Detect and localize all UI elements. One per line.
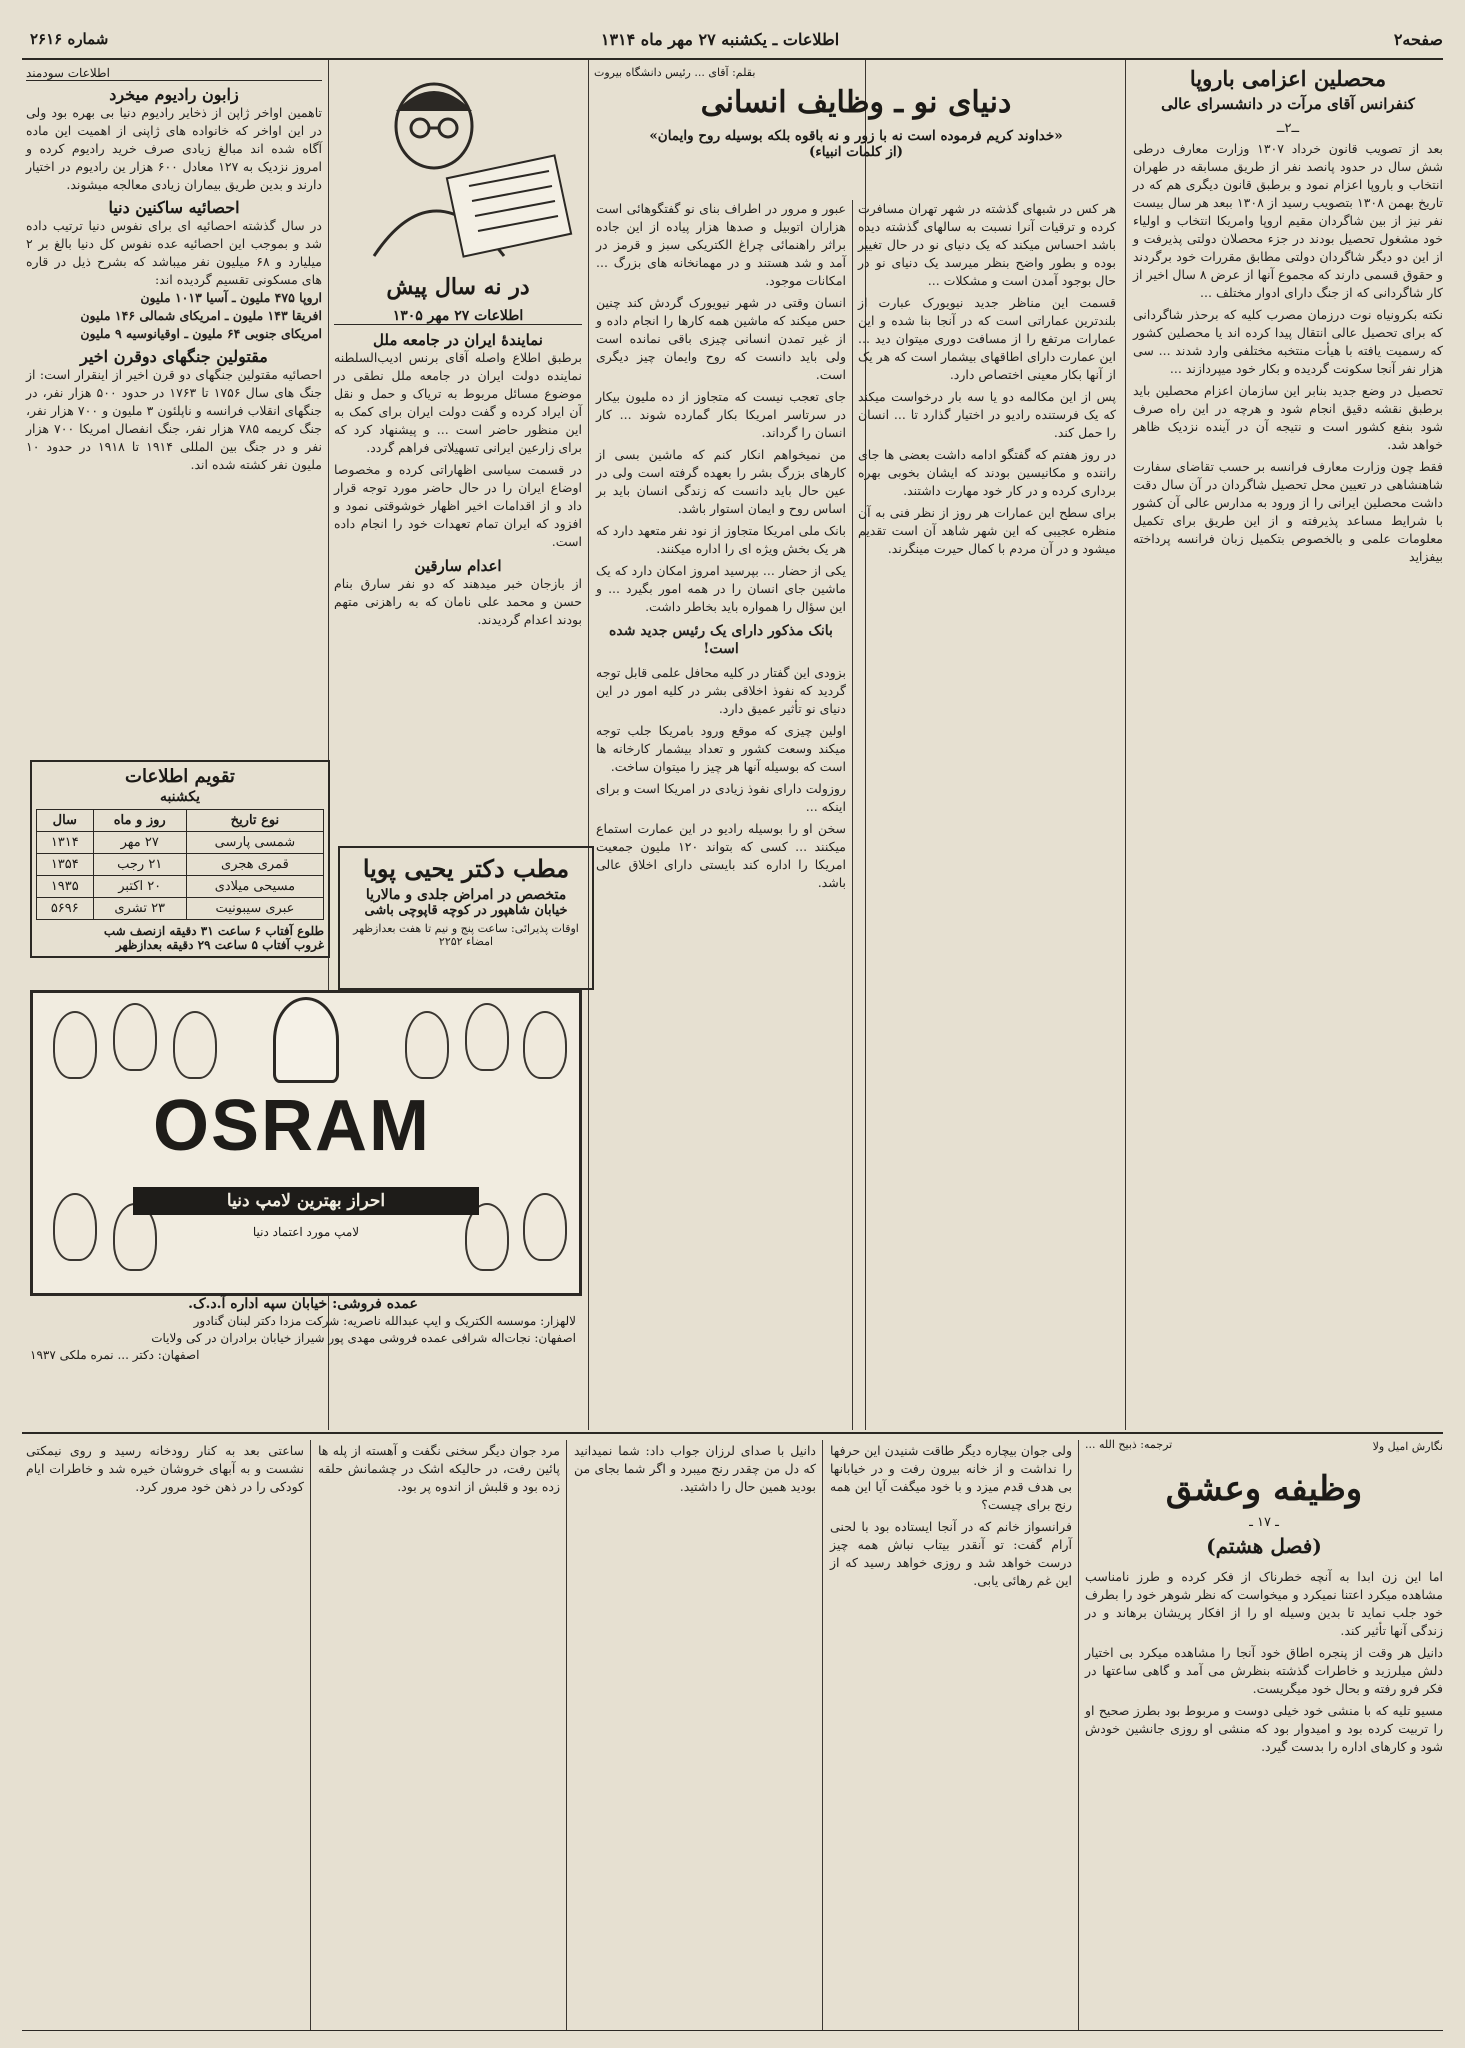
- paragraph: نکته بکرونیاه نوت درزمان مصرب کلیه که برحذر شاگردانی که برای تحصیل عالی انتقال پیدا کرده اند یا محصلین کشور که رسمیت یافته با هیأت منتخبه مختلفی وارد شدند ... سی هزار نفر آنجا سکونت گردیده و بکار خود میپردازند ...: [1133, 307, 1443, 376]
- table-cell: ۱۹۳۵: [37, 876, 94, 898]
- table-cell: ۲۱ رجب: [93, 854, 186, 876]
- nine-years-ago-section: [334, 66, 582, 629]
- doctor-advertisement: [338, 846, 594, 990]
- bulb-icon: [405, 1011, 449, 1079]
- paragraph: پس از این مکالمه دو یا سه بار درخواست میکند که یک فرستنده رادیو در اختیار گذارد تا ... انسان را حمل کند.: [858, 389, 1116, 440]
- column-header: سال: [37, 810, 94, 832]
- section-body: در سال گذشته احصائیه ای برای نفوس دنیا ترتیب داده شد و بموجب این احصائیه عده نفوس کل دنیا بالغ بر ۲ میلیارد و ۶۸ میلیون نفر میباشد که بشرح ذیل در قاره های مسکونی تقسیم گردیده اند:: [26, 218, 322, 287]
- serial-column: [26, 1442, 304, 1500]
- article-subtitle: کنفرانس آقای مرآت در دانشسرای عالی: [1161, 95, 1415, 113]
- table-row: [37, 854, 324, 876]
- serial-chapter: (فصل هشتم): [1206, 1534, 1322, 1558]
- article-title: دنیای نو ـ وظایف انسانی: [700, 85, 1012, 120]
- section-title: مقتولین جنگهای دوقرن اخیر: [80, 347, 268, 366]
- serial-column: [574, 1442, 816, 1500]
- table-row: [37, 898, 324, 920]
- item-title: نمایندهٔ ایران در جامعه ملل: [373, 331, 543, 349]
- table-cell: ۲۰ اکتبر: [93, 876, 186, 898]
- article-new-world: [594, 66, 1118, 160]
- bulb-icon: [53, 1193, 97, 1261]
- ad-title: مطب دکتر یحیی پویا: [362, 854, 570, 883]
- bulb-icon: [523, 1193, 567, 1261]
- table-cell: شمسی پارسی: [186, 832, 323, 854]
- ad-specialty: متخصص در امراض جلدی و مالاریا: [365, 887, 567, 903]
- list-item: اروپا ۴۷۵ ملیون ـ آسیا ۱۰۱۳ ملیون: [140, 290, 322, 305]
- serial-translator: ترجمه: ذبیح الله ...: [1085, 1438, 1173, 1451]
- calendar-day: یکشنبه: [159, 789, 201, 805]
- reading-man-illustration: [334, 66, 582, 266]
- paragraph: سخن او را بوسیله رادیو در این عمارت استماع میکنند ... کسی که بتواند ۱۲۰ ملیون جمعیت امریکا را اداره کند بایستی دارای اخلاق عالی باشد.: [596, 821, 846, 890]
- calendar-box: [30, 760, 330, 958]
- item-title: اعدام سارقین: [414, 557, 502, 575]
- bulb-icon: [113, 1003, 157, 1071]
- column-divider: [588, 60, 589, 1430]
- table-cell: ۲۳ تشری: [93, 898, 186, 920]
- table-cell: ۱۳۵۴: [37, 854, 94, 876]
- paragraph: دانیل هر وقت از پنجره اطاق خود آنجا را مشاهده میکرد بی اختیار دلش میلرزید و خاطرات گذشته بنظرش می آمد و گاهی ساعتها در فکر فرو رفته و بحال خود میگریست.: [1085, 1645, 1443, 1696]
- list-item: امریکای جنوبی ۶۴ ملیون ـ اوقیانوسیه ۹ ملیون: [80, 326, 322, 341]
- osram-dealers: [30, 1296, 576, 1364]
- ad-slogan: لامپ مورد اعتماد دنیا: [252, 1225, 360, 1239]
- paragraph: اولین چیزی که موقع ورود بامریکا جلب توجه میکند وسعت کشور و تعداد بیشمار کارخانه ها است که بوسیله آنها هر چیز را میتوان ساخت.: [596, 723, 846, 774]
- paragraph: فقط چون وزارت معارف فرانسه بر حسب تقاضای سفارت شاهنشاهی در تعیین محل تحصیل شاگردان در آن سال دقت داشت محصلین ایرانی را از ورود به مدارس عالی آن کشور با شرایط مساعد پذیرفته و از این طریق برای تکمیل معلومات علمی و بالخصوص بتکمیل زبان فرانسه پرداخته بیفزاید: [1133, 459, 1443, 564]
- article-students-abroad: [1133, 66, 1443, 570]
- section-title: بانک مذکور دارای یک رئیس جدید شده است!: [609, 623, 833, 657]
- serial-author: نگارش امیل ولا: [1372, 1440, 1443, 1453]
- paragraph: روزولت دارای نفوذ زیادی در امریکا است و برای اینکه ...: [596, 781, 846, 814]
- column-header: نوع تاریخ: [186, 810, 323, 832]
- article-title: محصلین اعزامی باروپا: [1189, 66, 1387, 91]
- paragraph: برای سطح این عمارات هر روز از نظر فنی به آن منظره عجیبی که این شهر شاهد آن است تقدیم میشود و در آن مردم با کمال حیرت مینگرند.: [858, 505, 1116, 556]
- paragraph: ساعتی بعد به کنار رودخانه رسید و روی نیمکتی نشست و به آبهای خروشان خیره شد و خاطرات ایام کودکی را در ذهن خود مرور کرد.: [26, 1443, 304, 1494]
- paragraph: بعد از تصویب قانون خرداد ۱۳۰۷ وزارت معارف درطی شش سال در حدود پانصد نفر از طریق مسابقه در طهران انتخاب و باروپا اعزام نمود و برطبق قانون دیگری هم که در تاریخ بهمن ۱۳۰۸ بتصویب رسید از ۱۳۰۸ ببعد هر سال بیست نفر نیز از بین شاگردان مقیم اروپا وامریکا انتخاب و اولیاء خود مشغول تحصیل بودند در جزء محصلان دولتی پذیرفت و از این دو دیگر شاگردان دولتی مطابق مقررات خود برگردند و حقوق قسمی دارند که مجموع آنها از عرض ۸ سال اخیر از کار شاگردانی که از جنگ دارای ادوار مختلف ...: [1133, 141, 1443, 300]
- paper-date: اطلاعات ـ یکشنبه ۲۷ مهر ماه ۱۳۱۴: [600, 30, 840, 49]
- bottom-rule: [22, 2030, 1443, 2031]
- section-marker: ــ۲ــ: [1276, 121, 1300, 136]
- paragraph: تحصیل در وضع جدید بنابر این سازمان اعزام محصلین باید برطبق نقشه دقیق انجام شود و هرچه در این راه صرف شود بنفع کشور است و نتیجه آن در آینده نزدیک ظاهر خواهد شد.: [1133, 383, 1443, 452]
- paragraph: عبور و مرور در اطراف بنای نو گفتگوهائی است هزاران اتوبیل و صدها هزار پیاده از این جاده براثر راهنمائی چراغ الکتریکی سبز و قرمز در آمد و شد هستند و در مهمانخانه های بزرگ ... امکانات موجود.: [596, 201, 846, 288]
- paragraph: ولی جوان بیچاره دیگر طاقت شنیدن این حرفها را نداشت و از خانه بیرون رفت و در خیابانها بی هدف قدم میزد و با خود میگفت آیا این همه رنج برای چیست؟: [830, 1443, 1072, 1512]
- paragraph: بزودی این گفتار در کلیه محافل علمی قابل توجه گردید که نفوذ اخلاقی بشر در کلیه امور در این دنیای نو تأثیر عمیق دارد.: [596, 665, 846, 716]
- masthead-rule: [22, 58, 1443, 60]
- paragraph: فرانسواز خانم که در آنجا ایستاده بود با لحنی آرام گفت: تو آنقدر بیتاب نباش همه چیز درست خواهد شد و روزی خواهد رسید که از این غم رهائی یابی.: [830, 1519, 1072, 1588]
- item-body: از بازجان خبر میدهند که دو نفر سارق بنام حسن و محمد علی نامان که به راهزنی متهم بودند اعدام گردیدند.: [334, 576, 582, 627]
- section-body: تاهمین اواخر ژاپن از ذخایر رادیوم دنیا بی بهره بود ولی در این اواخر که خانواده های ژاپنی از اهمیت این ماده آگاه شده اند مبالغ زیادی صرف خرید رادیوم کرده و امروز نزدیک به ۱۲۷ معادل ۶۰۰ هزار ین رادیوم در اختیار دارند و بدین طریق بیماران زیادی معالجه میشوند.: [26, 105, 322, 192]
- paragraph: دانیل با صدای لرزان جواب داد: شما نمیدانید که دل من چقدر رنج میبرد و اگر شما بجای من بودید همین حال را داشتید.: [574, 1443, 816, 1494]
- paragraph: جای تعجب نیست که متجاوز از ده ملیون بیکار در سرتاسر امریکا بکار گمارده شوند ... کار انسان را گرداند.: [596, 389, 846, 440]
- list-item: افریقا ۱۴۳ ملیون ـ امریکای شمالی ۱۴۶ ملیون: [80, 308, 322, 323]
- section-subhead: اطلاعات ۲۷ مهر ۱۳۰۵: [334, 308, 582, 325]
- column-divider: [852, 200, 853, 1430]
- column-divider: [822, 1440, 823, 2030]
- item-body: در قسمت سیاسی اظهاراتی کرده و مخصوصا اوضاع ایران را در حال حاضر مورد توجه قرار داد و از اقدامات اخیر اظهار خوشوقتی نمود و افزود که ایران تمام تعهدات خود را انجام داده است.: [334, 462, 582, 549]
- column-divider: [1078, 1440, 1079, 2030]
- column-header: اطلاعات سودمند: [26, 66, 322, 81]
- bulb-icon: [53, 1011, 97, 1079]
- big-bulb-icon: [273, 997, 339, 1083]
- section-body: احصائیه مقتولین جنگهای دو قرن اخیر از اینقرار است: از جنگ های سال ۱۷۵۶ تا ۱۷۶۳ در حدود ۵۰۰ هزار نفر، در جنگهای انقلاب فرانسه و ناپلئون ۳ ملیون و ۷۰۰ هزار نفر، جنگ کریمه ۷۸۵ هزار نفر، جنگ انفصال امریکا ۷۰۰ هزار نفر و در جنگ بین المللی ۱۹۱۴ تا ۱۹۱۸ در حدود ۱۰ ملیون نفر کشته شده اند.: [26, 367, 323, 472]
- calendar-table: [36, 809, 324, 920]
- article-quote: «خداوند کریم فرموده است نه با زور و نه باقوه بلکه بوسیله روح وایمان»: [649, 128, 1063, 144]
- agents-line: لالهزار: موسسه الکتریک و ایپ عبدالله ناصریه: شرکت مزدا دکتر لبنان گنادور: [193, 1314, 576, 1328]
- table-cell: عبری سیبونیت: [186, 898, 323, 920]
- calendar-title: تقویم اطلاعات: [125, 766, 235, 787]
- ad-caption: احراز بهترین لامپ دنیا: [133, 1187, 479, 1215]
- ad-phone: امضاء ۲۲۵۲: [438, 935, 494, 948]
- agents-line: اصفهان: نجات‌اله شرافی عمده فروشی مهدی پور شیراز خیابان برادران در کی ولایات: [151, 1331, 576, 1345]
- paragraph: من نمیخواهم انکار کنم که ماشین بسی از کارهای بزرگ بشر را بعهده گرفته است ولی در عین حال باید دانست که زندگی انسان باید بر اساس روح و ایمان استوار باشد.: [596, 447, 846, 516]
- article-body: [1133, 140, 1443, 566]
- table-cell: قمری هجری: [186, 854, 323, 876]
- paragraph: اما این زن ابدا به آنچه خطرناک از فکر کرده و طرز نامناسب مشاهده میکرد اعتنا نمیکرد و میخواست که نظر شوهر خود را بطرف خود جلب نماید تا بدین وسیله او را از افکار پریشان برهاند و در زندگی آنها تأثیر کند.: [1085, 1569, 1443, 1638]
- serial-heading: [1085, 1440, 1443, 1760]
- article-body-column-b: [596, 200, 846, 896]
- sunrise-time: طلوع آفتاب ۶ ساعت ۳۱ دقیقه ازنصف شب: [103, 924, 324, 938]
- table-cell: مسیحی میلادی: [186, 876, 323, 898]
- sunset-time: غروب آفتاب ۵ ساعت ۲۹ دقیقه بعدازظهر: [115, 938, 324, 952]
- article-body-column-a: [858, 200, 1116, 562]
- section-caption: در نه سال پیش: [386, 274, 530, 300]
- ad-address: خیابان شاهپور در کوچه قاپوچی باشی: [364, 903, 568, 918]
- bulb-icon: [465, 1003, 509, 1071]
- quote-source: (از کلمات انبیاء): [808, 144, 904, 160]
- serial-rule: [22, 1432, 1443, 1434]
- column-divider: [566, 1440, 567, 2030]
- paragraph: بانک ملی امریکا متجاوز از نود نفر متعهد دارد که هر یک بخش ویژه ای را اداره میکنند.: [596, 523, 846, 556]
- paragraph: در روز هفتم که گفتگو ادامه داشت بعضی ها جای راننده و مکانیسین بودند که ایشان بخوبی بهره برداری کرده و در کار خود مهارت داشتند.: [858, 447, 1116, 498]
- paragraph: قسمت این مناظر جدید نیویورک عبارت از بلندترین عماراتی است که در آنجا بنا شده و این عمارات مرتفع را از مسافت دوری میتوان دید ... این عمارت دارای اطاقهای بیشمار است که هر یک از آنها بکار معینی اختصاص دارد.: [858, 295, 1116, 382]
- item-body: برطبق اطلاع واصله آقای برنس ادیب‌السلطنه نماینده دولت ایران در جامعه ملل نطقی در موضوع مسائل مربوط به تریاک و حمل و نقل آن ایراد کرده و گفت دولت ایران برای کمک به این منظور حاضر است ... و پیشنهاد کرد که برای زارعین ایرانی تسهیلاتی فراهم گردد.: [334, 350, 582, 455]
- table-header-row: [37, 810, 324, 832]
- table-cell: ۵۶۹۶: [37, 898, 94, 920]
- population-list: [26, 289, 322, 343]
- dealer-line: عمده فروشی: خیابان سپه اداره آ.د.ک.: [188, 1296, 418, 1312]
- osram-advertisement: [30, 990, 582, 1296]
- column-divider: [1125, 60, 1126, 1430]
- article-kicker: بقلم: آقای ... رئیس دانشگاه بیروت: [594, 66, 756, 79]
- page-label: صفحه۲: [1393, 30, 1443, 49]
- paragraph: مسیو تلیه که با منشی خود خیلی دوست و مربوط بود بطرز صحیح او را تربیت کرده بود و امیدوار بود که منشی او روزی جانشین خودش شود و کارهای اداره را بدست گیرد.: [1085, 1703, 1443, 1754]
- paragraph: یکی از حضار ... بپرسید امروز امکان دارد که یک ماشین جای انسان را در همه امور بگیرد ... و این سؤال را همواره باید بخاطر داشت.: [596, 563, 846, 614]
- issue-number: شماره ۲۶۱۶: [30, 30, 109, 48]
- serial-title: وظیفه وعشق: [1165, 1469, 1363, 1509]
- serial-column: [318, 1442, 560, 1500]
- section-title: زابون رادیوم میخرد: [109, 85, 239, 104]
- serial-episode: ـ ۱۷ ـ: [1249, 1515, 1279, 1530]
- useful-info-column: [26, 66, 322, 474]
- ad-hours: اوقات پذیرائی: ساعت پنج و نیم تا هفت بعدازظهر: [353, 922, 579, 935]
- bulb-icon: [173, 1011, 217, 1079]
- brand-logo: OSRAM: [153, 1086, 431, 1166]
- paragraph: هر کس در شبهای گذشته در شهر تهران مسافرت کرده و ترقیات آنرا نسبت به سالهای گذشته دیده باشد احساس میکند که یک دنیای نو در حال تغییر بوده و بطور واضح بنظر میرسد یک دنیای نو در حال بوجود آمدن است و مشکلات ...: [858, 201, 1116, 288]
- table-cell: ۱۳۱۴: [37, 832, 94, 854]
- paragraph: انسان وقتی در شهر نیویورک گردش کند چنین حس میکند که ماشین همه کارها را انجام داده و از غیر تمدن انسانی چیزی باقی نمانده است ولی باید دانست که روح وایمان چیز دیگری است.: [596, 295, 846, 382]
- table-cell: ۲۷ مهر: [93, 832, 186, 854]
- column-divider: [310, 1440, 311, 2030]
- column-header: روز و ماه: [93, 810, 186, 832]
- table-row: [37, 832, 324, 854]
- ad-footer: اصفهان: دکتر ... نمره ملکی ۱۹۳۷: [30, 1348, 200, 1362]
- paragraph: مرد جوان دیگر سخنی نگفت و آهسته از پله ها پائین رفت، در حالیکه اشک در چشمانش حلقه زده بود و قلبش از اندوه پر بود.: [318, 1443, 560, 1494]
- serial-column: [830, 1442, 1072, 1594]
- bulb-icon: [523, 1011, 567, 1079]
- section-title: احصائیه ساکنین دنیا: [108, 198, 240, 217]
- serial-body: [1085, 1568, 1443, 1756]
- table-row: [37, 876, 324, 898]
